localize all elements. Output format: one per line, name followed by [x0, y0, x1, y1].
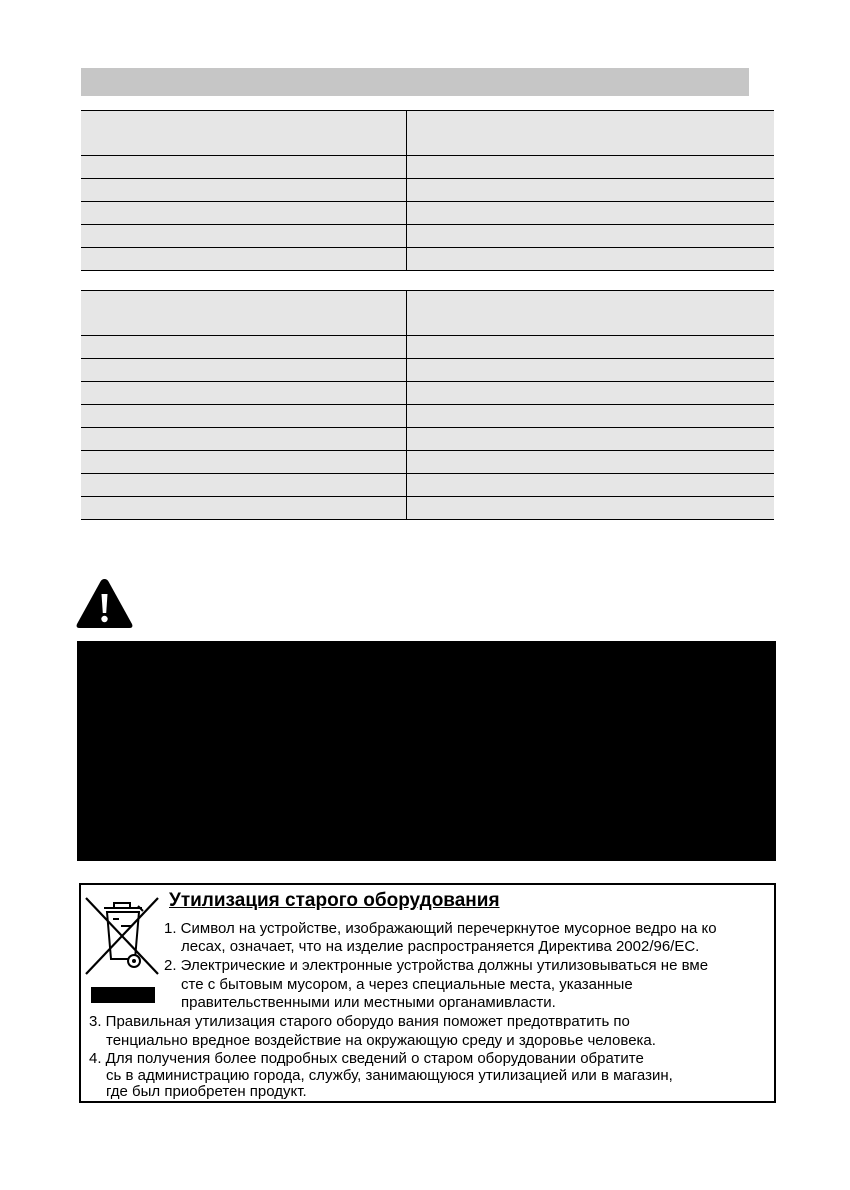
disposal-notice	[79, 883, 776, 1103]
table-row	[81, 248, 774, 271]
bin-underline-bar	[91, 987, 155, 1003]
table-row	[81, 156, 774, 179]
table-row	[81, 225, 774, 248]
crossed-out-wheelie-bin-icon	[83, 893, 161, 977]
table-row	[81, 179, 774, 202]
table-row	[81, 428, 774, 451]
disposal-item-4-line-3: где был приобретен продукт.	[106, 1083, 307, 1100]
table-row	[81, 405, 774, 428]
disposal-item-1-line-1: 1. Символ на устройстве, изображающий перечеркнутое мусорное ведро на ко	[164, 920, 717, 937]
disposal-item-2-line-1: 2. Электрические и электронные устройства должны утилизовываться не вме	[164, 957, 709, 974]
disposal-item-4-line-2: сь в администрацию города, службу, занимающуюся утилизацией или в магазин,	[106, 1067, 673, 1084]
redacted-block	[77, 641, 776, 861]
disposal-item-2-line-3: правительственными или местными органамивласти.	[181, 994, 556, 1011]
disposal-item-3-line-1: 3. Правильная утилизация старого оборудо вания поможет предотвратить по	[89, 1013, 630, 1030]
table-header-row	[81, 111, 774, 156]
disposal-title: Утилизация старого оборудования	[169, 890, 500, 911]
spec-table-1	[81, 110, 774, 271]
table-row	[81, 382, 774, 405]
disposal-item-2-line-2: сте с бытовым мусором, а через специальные места, указанные	[181, 976, 633, 993]
disposal-item-1-line-2: лесах, означает, что на изделие распространяется Директива 2002/96/EC.	[181, 938, 700, 955]
table-row	[81, 359, 774, 382]
spec-table-2	[81, 290, 774, 520]
table-row	[81, 202, 774, 225]
warning-triangle-icon	[75, 577, 134, 630]
table-row	[81, 474, 774, 497]
table-row	[81, 336, 774, 359]
disposal-item-3-line-2: тенциально вредное воздействие на окружающую среду и здоровье человека.	[106, 1032, 656, 1049]
header-band	[81, 68, 749, 96]
table-row	[81, 497, 774, 520]
table-header-row	[81, 291, 774, 336]
table-row	[81, 451, 774, 474]
disposal-item-4-line-1: 4. Для получения более подробных сведений о старом оборудовании обратите	[89, 1050, 644, 1067]
